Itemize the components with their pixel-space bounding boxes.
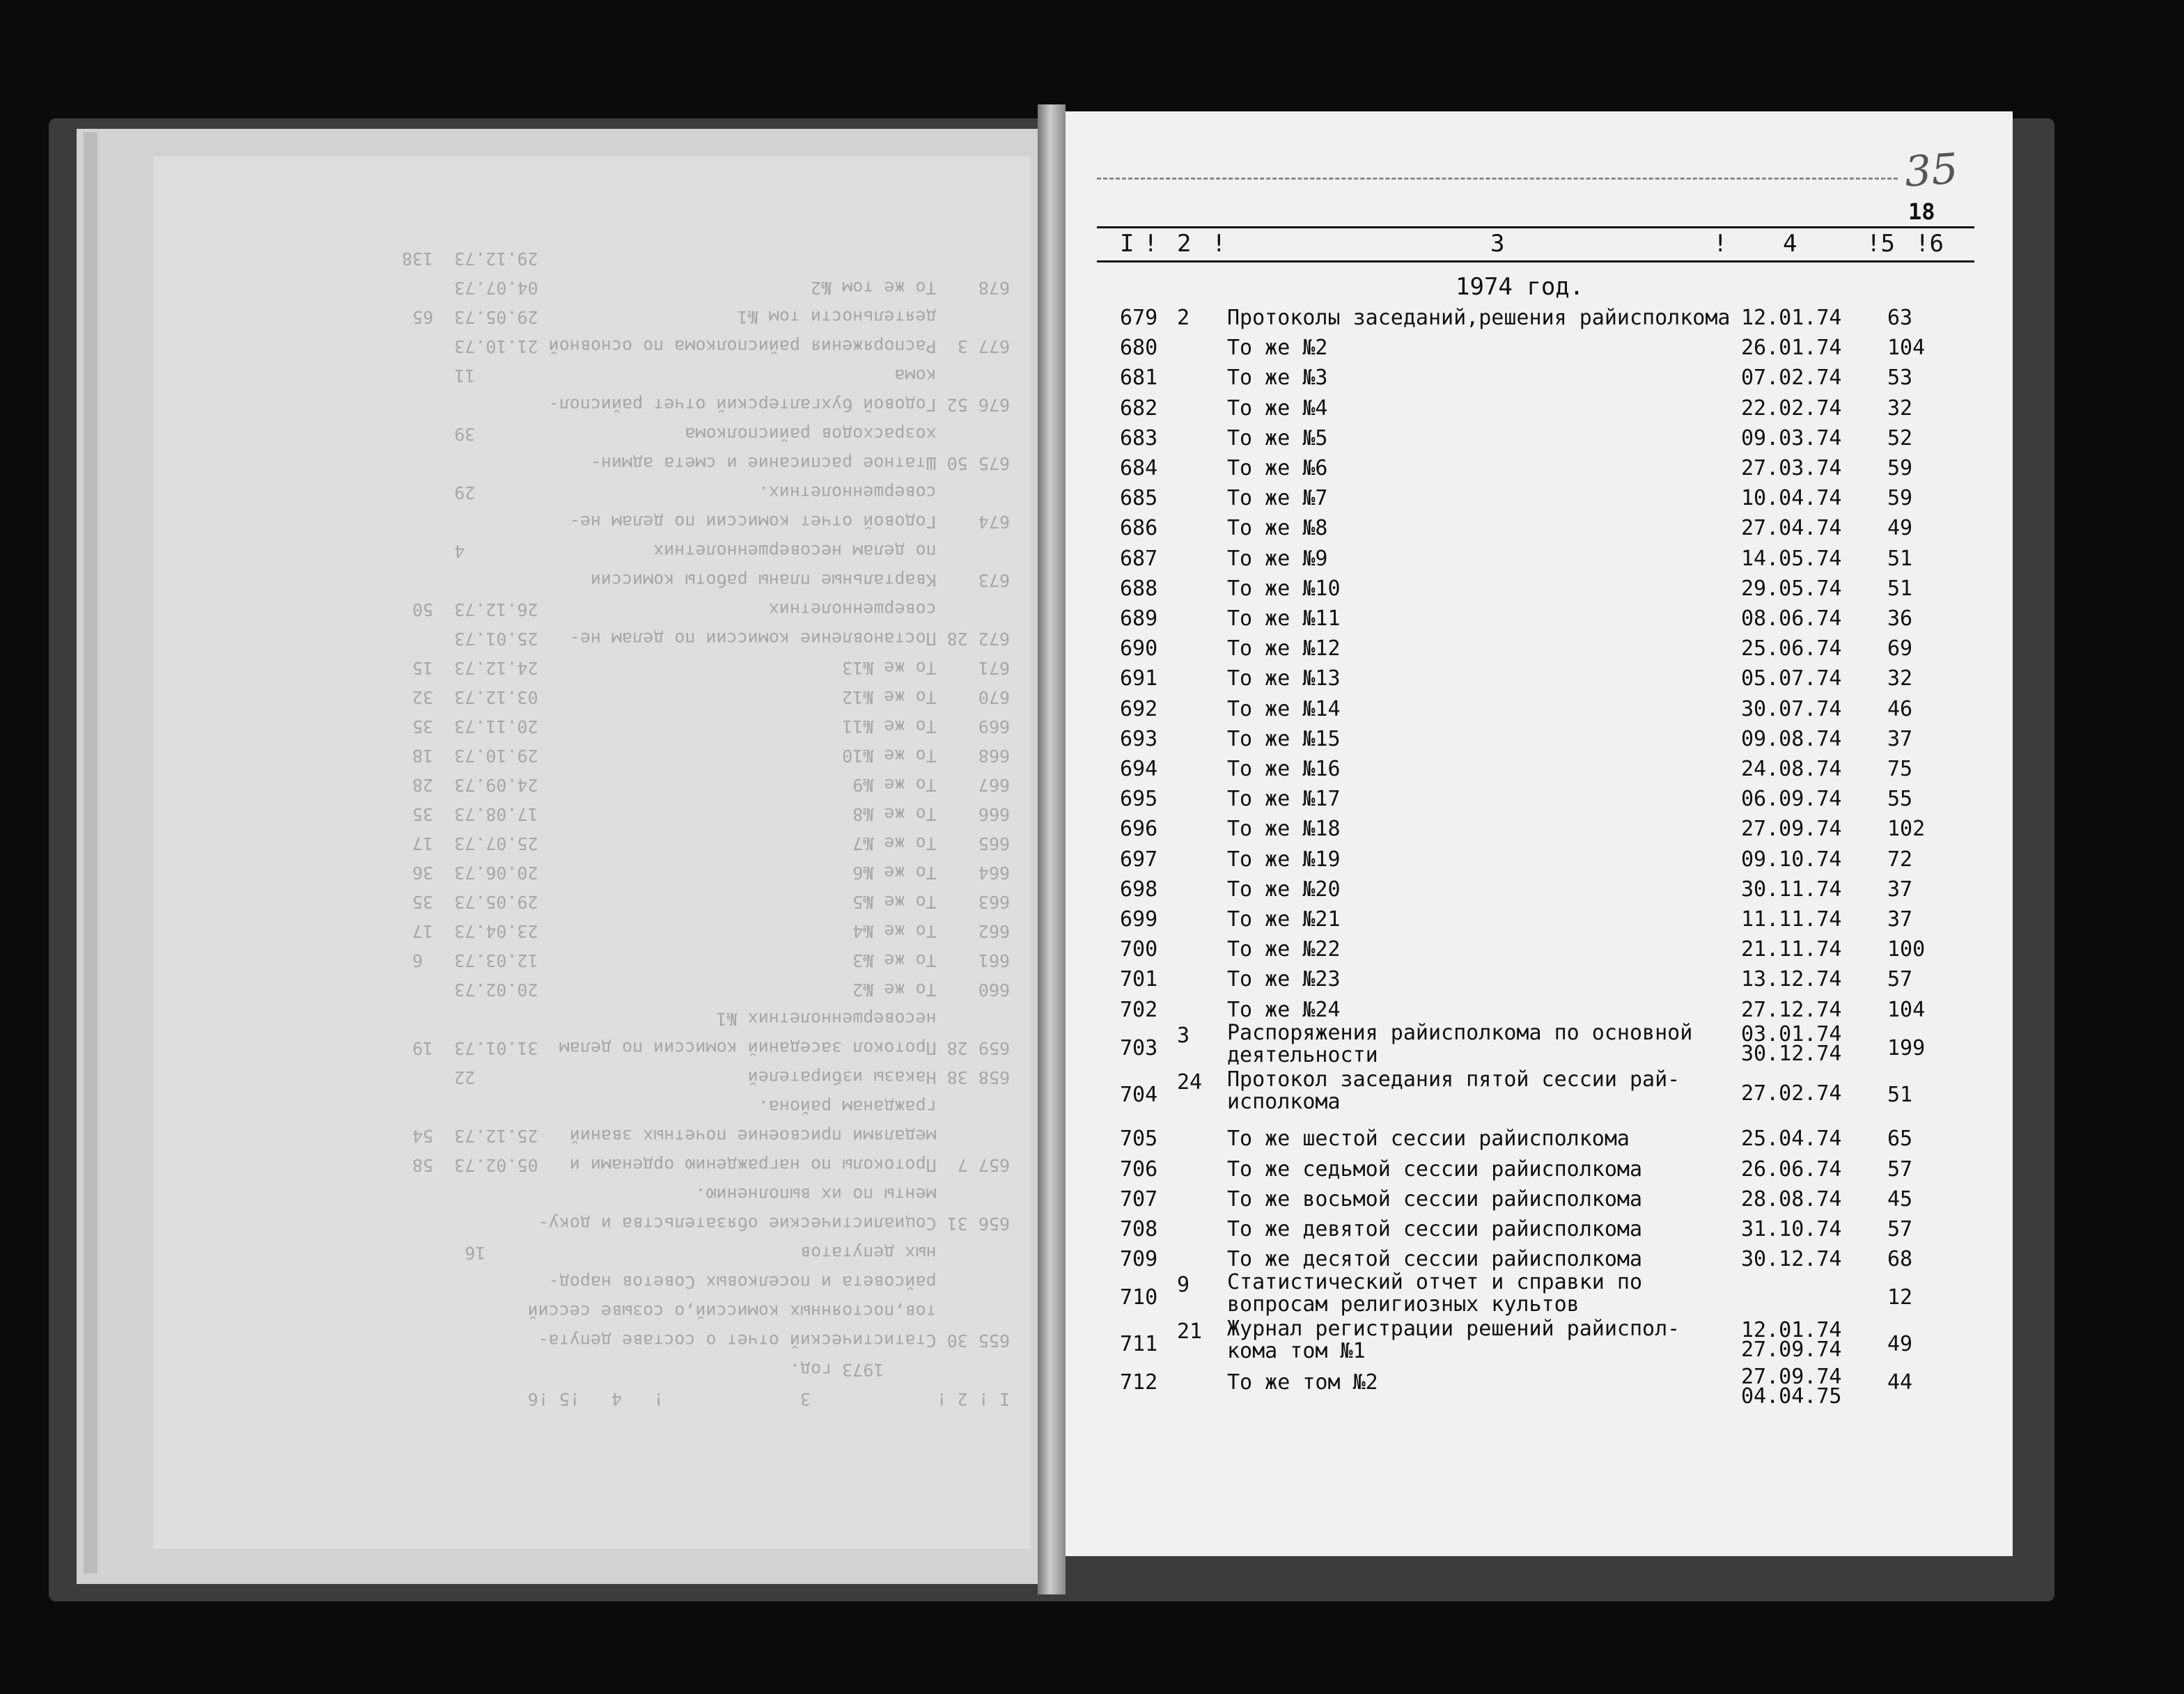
item-date: 07.02.74	[1741, 366, 1842, 391]
item-number: 693	[1120, 726, 1158, 751]
item-date: 31.10.74	[1741, 1216, 1842, 1241]
item-title: То же том №2	[1227, 1370, 1378, 1395]
item-title: То же №8	[1227, 516, 1328, 541]
opis-number: 24	[1177, 1069, 1203, 1095]
item-title: То же №18	[1227, 817, 1341, 842]
sheet-count: 51	[1887, 546, 1913, 571]
sheet-count: 52	[1887, 425, 1913, 450]
item-title: То же №19	[1227, 847, 1341, 872]
sheet-count: 104	[1887, 997, 1926, 1022]
item-number: 694	[1120, 757, 1158, 781]
item-title: деятельности	[1227, 1042, 1378, 1067]
ghost-line: 661 То же №3 12.03.73 6	[412, 950, 1010, 971]
sheet-count: 55	[1887, 787, 1913, 812]
ghost-line: медалями присвоение почетных званий 25.12.73 54	[412, 1126, 1010, 1146]
sheet-count: 12	[1887, 1285, 1913, 1310]
item-number: 706	[1120, 1156, 1158, 1182]
item-title: Протоколы заседаний,решения райисполкома	[1227, 306, 1731, 330]
item-title: То же №5	[1227, 425, 1328, 450]
ghost-line: 672 28 Постановление комиссии по делам не- 25.01.73	[454, 629, 1010, 649]
item-title: То же №17	[1227, 787, 1341, 812]
ghost-line: 659 28 Протокол заседаний комиссии по делам 31.01.73 19	[412, 1038, 1010, 1058]
opis-number: 2	[1177, 306, 1190, 330]
header-col-6: !6	[1915, 230, 1944, 258]
header-sep: !	[1212, 230, 1226, 258]
sheet-count: 32	[1887, 395, 1913, 421]
ghost-line: 667 То же №9 24.09.73 28	[412, 775, 1010, 795]
ghost-line: 664 То же №6 20.06.73 36	[412, 863, 1010, 883]
item-date: 08.06.74	[1741, 606, 1842, 631]
sheet-count: 44	[1887, 1370, 1913, 1395]
item-date: 29.05.74	[1741, 576, 1842, 601]
ghost-line: 665 То же №7 25.07.73 17	[412, 833, 1010, 854]
item-date: 21.11.74	[1741, 937, 1842, 962]
item-number: 699	[1120, 907, 1158, 932]
archive-sheet-number: 35	[1903, 144, 1960, 197]
ghost-line: 669 То же №11 20.11.73 35	[412, 716, 1010, 737]
sheet-count: 37	[1887, 726, 1913, 751]
header-top-rule	[1097, 226, 1974, 228]
item-title: То же восьмой сессии райисполкома	[1227, 1186, 1643, 1211]
opis-number: 9	[1177, 1273, 1190, 1298]
sheet-count: 46	[1887, 696, 1913, 721]
sheet-count: 59	[1887, 456, 1913, 480]
item-title: То же десятой сессии райисполкома	[1227, 1247, 1643, 1272]
item-date: 24.08.74	[1741, 757, 1842, 781]
ghost-line: совершеннолетних 26.12.73 50	[412, 599, 1010, 620]
item-date: 27.03.74	[1741, 456, 1842, 480]
item-date: 09.03.74	[1741, 425, 1842, 450]
item-title: вопросам религиозных культов	[1227, 1292, 1580, 1317]
ghost-line: 662 То же №4 23.04.73 17	[412, 921, 1010, 941]
opis-number: 3	[1177, 1023, 1190, 1048]
item-number: 680	[1120, 336, 1158, 361]
dashed-top-rule	[1097, 178, 1898, 180]
ghost-line: 666 То же №8 17.08.73 35	[412, 804, 1010, 824]
ghost-line: ных депутатов 16	[465, 1243, 1010, 1263]
item-title: То же седьмой сессии райисполкома	[1227, 1156, 1643, 1182]
header-col-5: !5	[1866, 230, 1895, 258]
item-title: То же №20	[1227, 877, 1341, 902]
item-date: 30.12.74	[1741, 1041, 1842, 1066]
item-number: 702	[1120, 997, 1158, 1022]
item-date: 27.04.74	[1741, 516, 1842, 541]
sheet-count: 51	[1887, 576, 1913, 601]
ghost-line: 668 То же №10 29.10.73 18	[412, 746, 1010, 766]
left-page-bleed-through-text	[174, 230, 1010, 1413]
item-number: 695	[1120, 787, 1158, 812]
ghost-line: 29.12.73 138	[402, 249, 1010, 269]
item-title: То же №14	[1227, 696, 1341, 721]
item-date: 09.10.74	[1741, 847, 1842, 872]
item-date: 10.04.74	[1741, 486, 1842, 511]
ghost-line: хозрасходов райисполкома 39	[454, 424, 1010, 444]
sheet-count: 63	[1887, 306, 1913, 330]
item-number: 698	[1120, 877, 1158, 902]
item-number: 705	[1120, 1127, 1158, 1152]
sheet-count: 57	[1887, 1156, 1913, 1182]
sheet-count: 51	[1887, 1082, 1913, 1107]
sheet-count: 37	[1887, 907, 1913, 932]
item-number: 708	[1120, 1216, 1158, 1241]
item-number: 709	[1120, 1247, 1158, 1272]
ghost-line: 658 38 Наказы избирателей 22	[454, 1067, 1010, 1088]
item-number: 712	[1120, 1370, 1158, 1395]
item-date: 09.08.74	[1741, 726, 1842, 751]
item-date: 30.12.74	[1741, 1247, 1842, 1272]
item-title: То же №16	[1227, 757, 1341, 781]
item-number: 685	[1120, 486, 1158, 511]
item-number: 701	[1120, 967, 1158, 992]
ghost-line: 655 30 Статистический отчет о составе депута-	[538, 1331, 1010, 1351]
ghost-line: по делам несовершеннолетних 4	[454, 541, 1010, 561]
item-date: 27.12.74	[1741, 997, 1842, 1022]
ghost-line: 663 То же №5 29.05.73 35	[412, 892, 1010, 912]
item-date: 30.07.74	[1741, 696, 1842, 721]
item-date: 27.09.74	[1741, 817, 1842, 842]
item-number: 707	[1120, 1186, 1158, 1211]
item-title: Протокол заседания пятой сессии рай-	[1227, 1067, 1680, 1092]
header-sep: !	[1144, 230, 1158, 258]
ghost-line: 677 3 Распоряжения райисполкома по основной 21.10.73	[454, 336, 1010, 356]
item-number: 687	[1120, 546, 1158, 571]
item-title: То же девятой сессии райисполкома	[1227, 1216, 1643, 1241]
sheet-count: 68	[1887, 1247, 1913, 1272]
item-number: 710	[1120, 1285, 1158, 1310]
item-number: 688	[1120, 576, 1158, 601]
item-title: То же №13	[1227, 666, 1341, 691]
item-number: 690	[1120, 636, 1158, 661]
ghost-line: гражданам района.	[758, 1097, 1010, 1117]
item-date: 28.08.74	[1741, 1186, 1842, 1211]
item-date: 22.02.74	[1741, 395, 1842, 421]
item-title: То же №7	[1227, 486, 1328, 511]
item-title: То же №11	[1227, 606, 1341, 631]
sheet-count: 49	[1887, 516, 1913, 541]
item-title: исполкома	[1227, 1089, 1341, 1114]
sheet-count: 72	[1887, 847, 1913, 872]
item-number: 703	[1120, 1035, 1158, 1060]
ghost-line: 660 То же №2 20.02.73	[454, 980, 1010, 1000]
item-number: 704	[1120, 1082, 1158, 1107]
item-number: 696	[1120, 817, 1158, 842]
item-date: 27.09.74	[1741, 1365, 1842, 1390]
item-date: 06.09.74	[1741, 787, 1842, 812]
item-date: 13.12.74	[1741, 967, 1842, 992]
item-number: 711	[1120, 1332, 1158, 1357]
item-date: 11.11.74	[1741, 907, 1842, 932]
sheet-count: 100	[1887, 937, 1926, 962]
header-col-1: I	[1120, 230, 1134, 258]
item-number: 700	[1120, 937, 1158, 962]
item-date: 14.05.74	[1741, 546, 1842, 571]
item-date: 26.01.74	[1741, 336, 1842, 361]
page-number: 18	[1908, 198, 1935, 225]
item-number: 686	[1120, 516, 1158, 541]
header-bottom-rule	[1097, 260, 1974, 262]
item-number: 682	[1120, 395, 1158, 421]
header-col-2: 2	[1177, 230, 1192, 258]
item-number: 684	[1120, 456, 1158, 480]
item-title: То же №15	[1227, 726, 1341, 751]
sheet-count: 49	[1887, 1332, 1913, 1357]
sheet-count: 59	[1887, 486, 1913, 511]
ghost-line: 670 То же №12 03.12.73 32	[412, 687, 1010, 707]
item-title: То же №22	[1227, 937, 1341, 962]
ghost-line: деятельности том №1 29.05.73 65	[412, 307, 1010, 327]
sheet-count: 57	[1887, 1216, 1913, 1241]
sheet-count: 102	[1887, 817, 1926, 842]
sheet-count: 45	[1887, 1186, 1913, 1211]
item-title: Распоряжения райисполкома по основной	[1227, 1020, 1693, 1045]
item-number: 697	[1120, 847, 1158, 872]
book-gutter	[1038, 104, 1066, 1594]
item-number: 681	[1120, 366, 1158, 391]
item-date: 30.11.74	[1741, 877, 1842, 902]
ghost-line: совершеннолетних. 29	[454, 483, 1010, 503]
item-title: То же №10	[1227, 576, 1341, 601]
ghost-line: менты по их выполнению.	[695, 1184, 1010, 1205]
column-header-row	[1100, 230, 1964, 260]
sheet-count: 104	[1887, 336, 1926, 361]
item-date: 05.07.74	[1741, 666, 1842, 691]
sheet-count: 37	[1887, 877, 1913, 902]
ghost-line: кома 11	[454, 366, 1010, 386]
sheet-count: 53	[1887, 366, 1913, 391]
year-heading: 1974 год.	[1456, 273, 1584, 301]
item-number: 692	[1120, 696, 1158, 721]
item-date: 03.01.74	[1741, 1021, 1842, 1046]
item-title: Журнал регистрации решений райиспол-	[1227, 1317, 1680, 1342]
item-title: То же №2	[1227, 336, 1328, 361]
sheet-count: 69	[1887, 636, 1913, 661]
item-date: 12.01.74	[1741, 306, 1842, 330]
item-title: То же №6	[1227, 456, 1328, 480]
item-title: Статистический отчет и справки по	[1227, 1270, 1643, 1295]
header-col-3: 3	[1490, 230, 1505, 258]
item-number: 683	[1120, 425, 1158, 450]
sheet-count: 57	[1887, 967, 1913, 992]
item-date: 27.09.74	[1741, 1338, 1842, 1363]
ghost-line: 1973 год.	[789, 1360, 1010, 1380]
item-date: 27.02.74	[1741, 1081, 1842, 1106]
ghost-line: 674 Годовой отчет комиссии по делам не-	[569, 512, 1010, 532]
item-title: То же №12	[1227, 636, 1341, 661]
item-date: 04.04.75	[1741, 1384, 1842, 1409]
sheet-count: 199	[1887, 1035, 1926, 1060]
item-title: То же №4	[1227, 395, 1328, 421]
item-date: 26.06.74	[1741, 1156, 1842, 1182]
item-title: То же №24	[1227, 997, 1341, 1022]
sheet-count: 36	[1887, 606, 1913, 631]
item-title: То же №9	[1227, 546, 1328, 571]
header-col-4: 4	[1783, 230, 1797, 258]
opis-number: 21	[1177, 1319, 1203, 1344]
item-title: То же №3	[1227, 366, 1328, 391]
header-sep: !	[1713, 230, 1728, 258]
page-edges	[84, 132, 98, 1574]
ghost-line: райсовета и поселковых Советов народ-	[548, 1272, 1010, 1292]
sheet-count: 32	[1887, 666, 1913, 691]
ghost-line: 671 То же №13 24.12.73 15	[412, 658, 1010, 678]
item-date: 25.04.74	[1741, 1127, 1842, 1152]
ghost-line: 678 То же том №2 04.07.73	[454, 278, 1010, 298]
item-number: 691	[1120, 666, 1158, 691]
ghost-line: 656 31 Социалистические обязательства и доку-	[538, 1214, 1010, 1234]
ghost-line: 657 7 Протоколы по награждению орденами и 05.02.73 58	[412, 1155, 1010, 1175]
item-title: То же №21	[1227, 907, 1341, 932]
item-title: кома том №1	[1227, 1339, 1366, 1364]
ghost-line: I ! 2 ! 3 ! 4 !5 !6	[527, 1389, 1010, 1409]
item-number: 679	[1120, 306, 1158, 330]
ghost-line: несовершеннолетних №1	[716, 1009, 1010, 1029]
ghost-line: 676 52 Годовой бухгалтерский отчет райиспол-	[548, 395, 1010, 415]
item-title: То же шестой сессии райисполкома	[1227, 1127, 1630, 1152]
sheet-count: 75	[1887, 757, 1913, 781]
item-date: 12.01.74	[1741, 1318, 1842, 1343]
item-number: 689	[1120, 606, 1158, 631]
item-date: 25.06.74	[1741, 636, 1842, 661]
ghost-line: тов,постоянных комиссий,о созыве сессий	[527, 1301, 1010, 1322]
item-title: То же №23	[1227, 967, 1341, 992]
ghost-line: 675 50 Штатное расписание и смета админ-	[590, 453, 1010, 473]
ghost-line: 673 Квартальные планы работы комиссии	[590, 570, 1010, 590]
sheet-count: 65	[1887, 1127, 1913, 1152]
